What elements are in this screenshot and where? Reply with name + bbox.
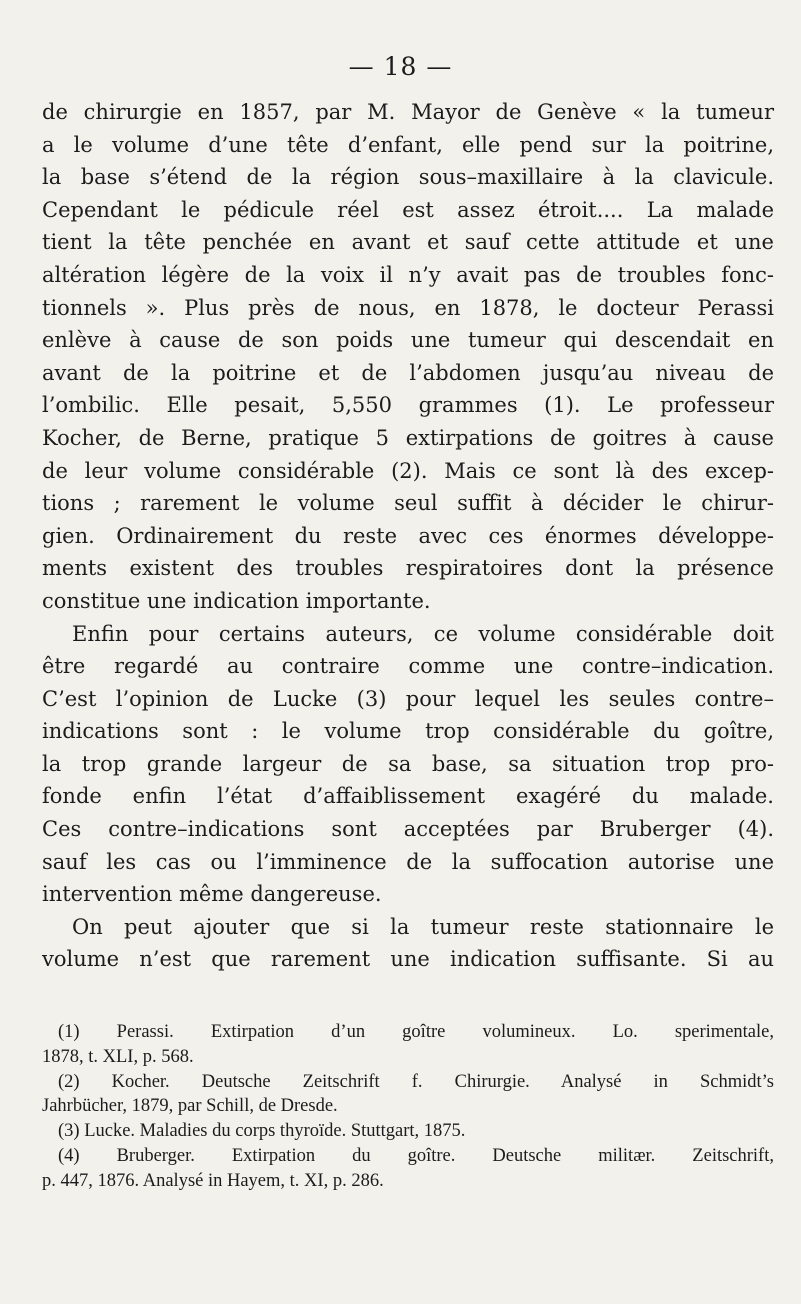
text-line: indications sont : le volume trop considérable du goître, — [42, 719, 774, 744]
text-line: la base s’étend de la région sous–maxillaire à la clavicule. — [42, 165, 774, 190]
body-text — [42, 96, 774, 976]
text-line: Enfin pour certains auteurs, ce volume considérable doit — [72, 621, 774, 646]
text-line: intervention même dangereuse. — [42, 882, 382, 907]
text-line: a le volume d’une tête d’enfant, elle pend sur la poitrine, — [42, 132, 774, 157]
footnote-line: 1878, t. XLI, p. 568. — [42, 1046, 194, 1067]
text-line: gien. Ordinairement du reste avec ces énormes développe- — [42, 523, 774, 548]
text-line: sauf les cas ou l’imminence de la suffocation autorise une — [42, 849, 774, 874]
text-line: C’est l’opinion de Lucke (3) pour lequel les seules contre– — [42, 686, 774, 711]
text-line: Cependant le pédicule réel est assez étroit.... La malade — [42, 197, 774, 222]
text-line: tions ; rarement le volume seul suffit à décider le chirur- — [42, 491, 774, 516]
text-line: tionnels ». Plus près de nous, en 1878, le docteur Perassi — [42, 295, 774, 320]
page-number-header: — 18 — — [348, 52, 453, 81]
text-line: la trop grande largeur de sa base, sa situation trop pro- — [42, 751, 774, 776]
text-line: avant de la poitrine et de l’abdomen jusqu’au niveau de — [42, 360, 774, 385]
text-line: constitue une indication importante. — [42, 588, 431, 613]
text-line: On peut ajouter que si la tumeur reste stationnaire le — [72, 914, 774, 939]
text-line: de chirurgie en 1857, par M. Mayor de Genève « la tumeur — [42, 100, 774, 124]
text-line: Kocher, de Berne, pratique 5 extirpations de goitres à cause — [42, 425, 774, 450]
footnote-line: (4) Bruberger. Extirpation du goître. Deutsche militær. Zeitschrift, — [58, 1145, 774, 1166]
text-line: l’ombilic. Elle pesait, 5,550 grammes (1). Le professeur — [42, 393, 774, 418]
text-line: volume n’est que rarement une indication suffisante. Si au — [42, 947, 774, 972]
footnote-line: (3) Lucke. Maladies du corps thyroïde. Stuttgart, 1875. — [58, 1121, 466, 1142]
text-line: Ces contre–indications sont acceptées par Bruberger (4). — [42, 817, 774, 842]
footnote-line: (2) Kocher. Deutsche Zeitschrift f. Chirurgie. Analysé in Schmidt’s — [58, 1071, 774, 1092]
footnote-line: Jahrbücher, 1879, par Schill, de Dresde. — [42, 1096, 338, 1117]
footnotes — [42, 1020, 774, 1194]
text-line: altération légère de la voix il n’y avait pas de troubles fonc- — [42, 262, 774, 287]
text-line: enlève à cause de son poids une tumeur qui descendait en — [42, 328, 774, 353]
text-line: de leur volume considérable (2). Mais ce sont là des excep- — [42, 458, 774, 483]
text-line: ments existent des troubles respiratoires dont la présence — [42, 556, 774, 581]
footnote-line: p. 447, 1876. Analysé in Hayem, t. XI, p. 286. — [42, 1170, 384, 1191]
text-line: être regardé au contraire comme une contre–indication. — [42, 654, 774, 679]
text-line: fonde enfin l’état d’affaiblissement exagéré du malade. — [42, 784, 774, 809]
text-line: tient la tête penchée en avant et sauf cette attitude et une — [42, 230, 774, 255]
footnote-line: (1) Perassi. Extirpation d’un goître volumineux. Lo. sperimentale, — [58, 1022, 774, 1042]
